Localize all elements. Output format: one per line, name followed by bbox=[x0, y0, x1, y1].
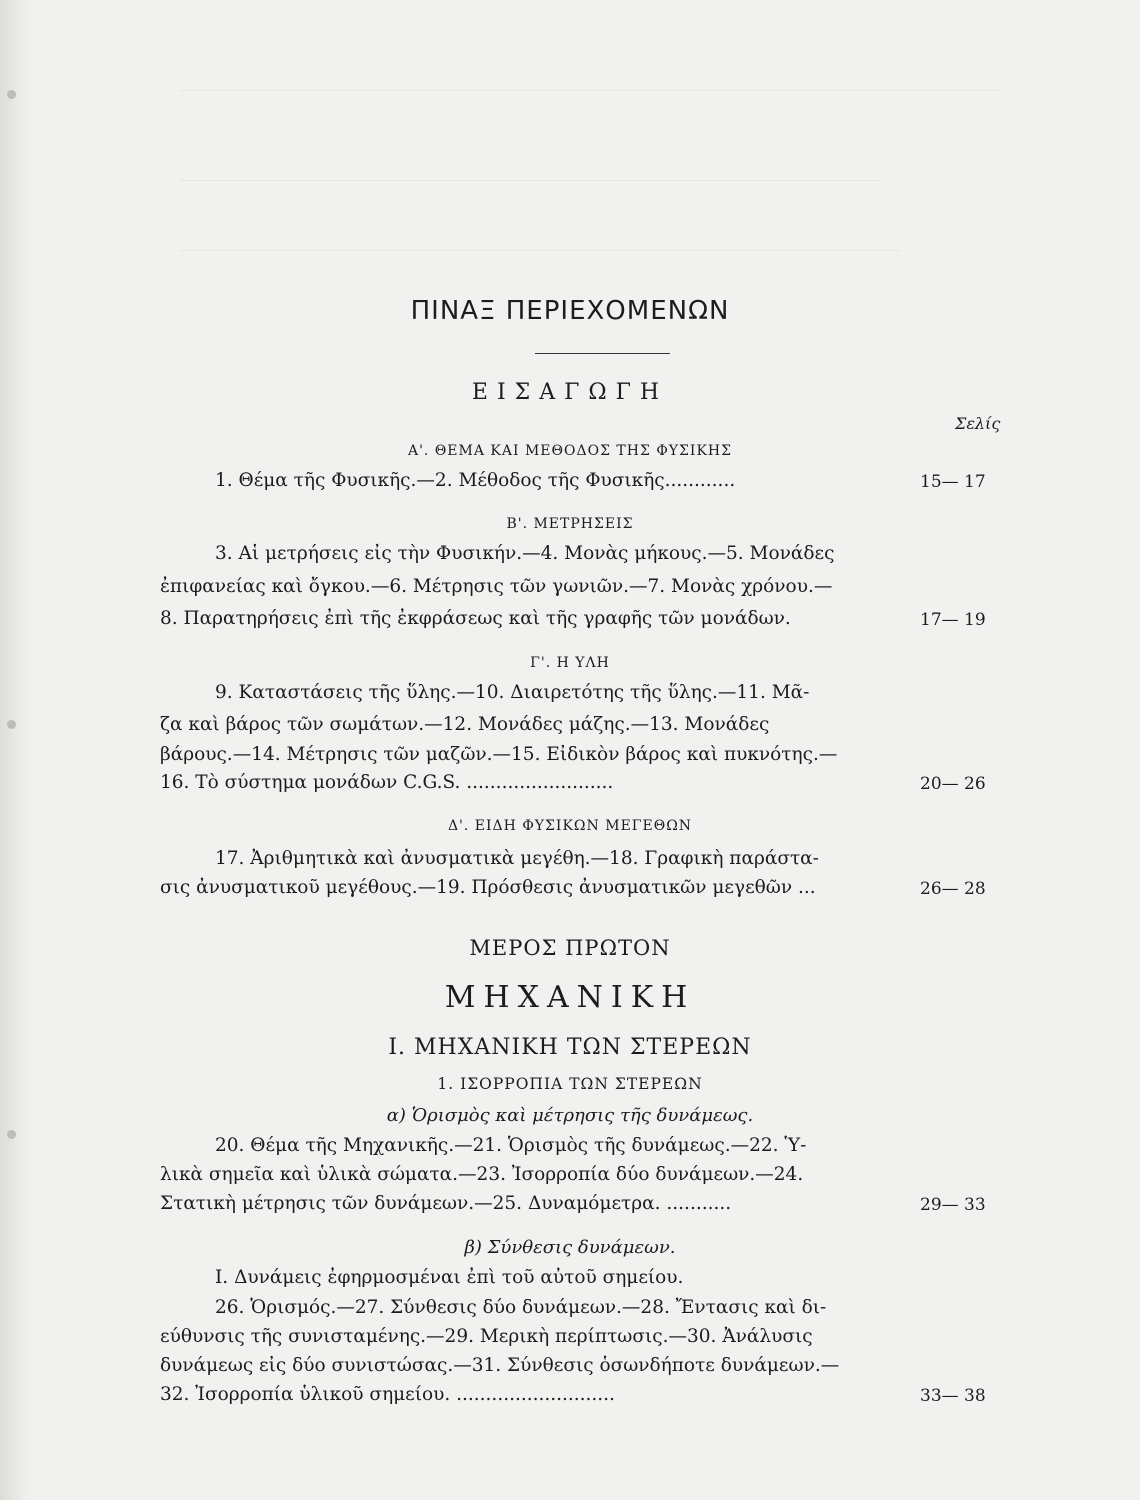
part-heading: ΜΕΡΟΣ ΠΡΩΤΟΝ bbox=[469, 936, 671, 960]
toc-line: 16. Τὸ σύστημα μονάδων C.G.S. ......................... bbox=[160, 772, 614, 793]
section-heading: Α'. ΘΕΜΑ ΚΑΙ ΜΕΘΟΔΟΣ ΤΗΣ ΦΥΣΙΚΗΣ bbox=[407, 443, 733, 459]
binding-hole bbox=[7, 1130, 16, 1139]
page-range: 33— 38 bbox=[920, 1386, 986, 1406]
toc-line: σις ἀνυσματικοῦ μεγέθους.—19. Πρόσθεσις ἀνυσματικῶν μεγεθῶν ... bbox=[160, 877, 816, 898]
bleed-through-line bbox=[180, 90, 1000, 91]
subchapter-heading: 1. ΙΣΟΡΡΟΠΙΑ ΤΩΝ ΣΤΕΡΕΩΝ bbox=[437, 1075, 703, 1093]
toc-line: 1. Θέμα τῆς Φυσικῆς.—2. Μέθοδος τῆς Φυσικῆς............ bbox=[215, 470, 736, 491]
toc-line: 20. Θέμα τῆς Μηχανικῆς.—21. Ὁρισμὸς τῆς δυνάμεως.—22. Ὑ- bbox=[215, 1135, 807, 1156]
toc-line: 26. Ὁρισμός.—27. Σύνθεσις δύο δυνάμεων.—28. Ἔντασις καὶ δι- bbox=[215, 1297, 827, 1318]
toc-line: βάρους.—14. Μέτρησις τῶν μαζῶν.—15. Εἰδικὸν βάρος καὶ πυκνότης.— bbox=[160, 744, 838, 765]
toc-line: δυνάμεως εἰς δύο συνιστώσας.—31. Σύνθεσις ὁσωνδήποτε δυνάμεων.— bbox=[160, 1355, 840, 1376]
toc-subheading: Ι. Δυνάμεις ἐφηρμοσμέναι ἐπὶ τοῦ αὐτοῦ σημείου. bbox=[215, 1267, 684, 1288]
section-heading: Γ'. Η ΥΛΗ bbox=[530, 655, 610, 671]
page-range: 29— 33 bbox=[920, 1195, 986, 1215]
intro-heading: ΕΙΣΑΓΩΓΗ bbox=[471, 380, 669, 405]
toc-line: 8. Παρατηρήσεις ἐπὶ τῆς ἐκφράσεως καὶ τῆς γραφῆς τῶν μονάδων. bbox=[160, 608, 791, 629]
subsection-heading: α) Ὁρισμὸς καὶ μέτρησις τῆς δυνάμεως. bbox=[386, 1105, 754, 1126]
toc-line: ζα καὶ βάρος τῶν σωμάτων.—12. Μονάδες μάζης.—13. Μονάδες bbox=[160, 714, 770, 735]
toc-line: 3. Αἱ μετρήσεις εἰς τὴν Φυσικήν.—4. Μονὰς μήκους.—5. Μονάδες bbox=[215, 543, 835, 564]
mechanics-heading: ΜΗΧΑΝΙΚΗ bbox=[444, 980, 696, 1015]
toc-line: Στατικὴ μέτρησις τῶν δυνάμεων.—25. Δυναμόμετρα. ........... bbox=[160, 1193, 732, 1214]
binding-hole bbox=[7, 90, 16, 99]
section-heading: Β'. ΜΕΤΡΗΣΕΙΣ bbox=[506, 516, 634, 532]
toc-line: 9. Καταστάσεις τῆς ὕλης.—10. Διαιρετότης τῆς ὕλης.—11. Μᾶ- bbox=[215, 682, 810, 703]
page-range: 20— 26 bbox=[920, 774, 986, 794]
toc-line: ἐπιφανείας καὶ ὄγκου.—6. Μέτρησις τῶν γωνιῶν.—7. Μονὰς χρόνου.— bbox=[160, 576, 833, 597]
bleed-through-line bbox=[180, 250, 900, 251]
title-divider bbox=[535, 353, 670, 354]
page-range: 26— 28 bbox=[920, 879, 986, 899]
page-range: 15— 17 bbox=[920, 472, 986, 492]
pages-column-label: Σελίς bbox=[955, 414, 1001, 433]
page-title: ΠΙΝΑΞ ΠΕΡΙΕΧΟΜΕΝΩΝ bbox=[410, 296, 730, 326]
toc-line: 32. Ἰσορροπία ὑλικοῦ σημείου. ........................... bbox=[160, 1384, 615, 1405]
page-binding-edge bbox=[0, 0, 34, 1500]
section-heading: Δ'. ΕΙΔΗ ΦΥΣΙΚΩΝ ΜΕΓΕΘΩΝ bbox=[447, 818, 693, 834]
binding-hole bbox=[7, 720, 16, 729]
chapter-heading: Ι. ΜΗΧΑΝΙΚΗ ΤΩΝ ΣΤΕΡΕΩΝ bbox=[388, 1035, 752, 1060]
subsection-heading: β) Σύνθεσις δυνάμεων. bbox=[464, 1237, 676, 1258]
bleed-through-line bbox=[180, 180, 880, 181]
toc-line: 17. Ἀριθμητικὰ καὶ ἀνυσματικὰ μεγέθη.—18. Γραφικὴ παράστα- bbox=[215, 848, 819, 869]
toc-line: λικὰ σημεῖα καὶ ὑλικὰ σώματα.—23. Ἰσορροπία δύο δυνάμεων.—24. bbox=[160, 1164, 804, 1185]
toc-line: εύθυνσις τῆς συνισταμένης.—29. Μερικὴ περίπτωσις.—30. Ἀνάλυσις bbox=[160, 1326, 813, 1347]
page-range: 17— 19 bbox=[920, 610, 986, 630]
